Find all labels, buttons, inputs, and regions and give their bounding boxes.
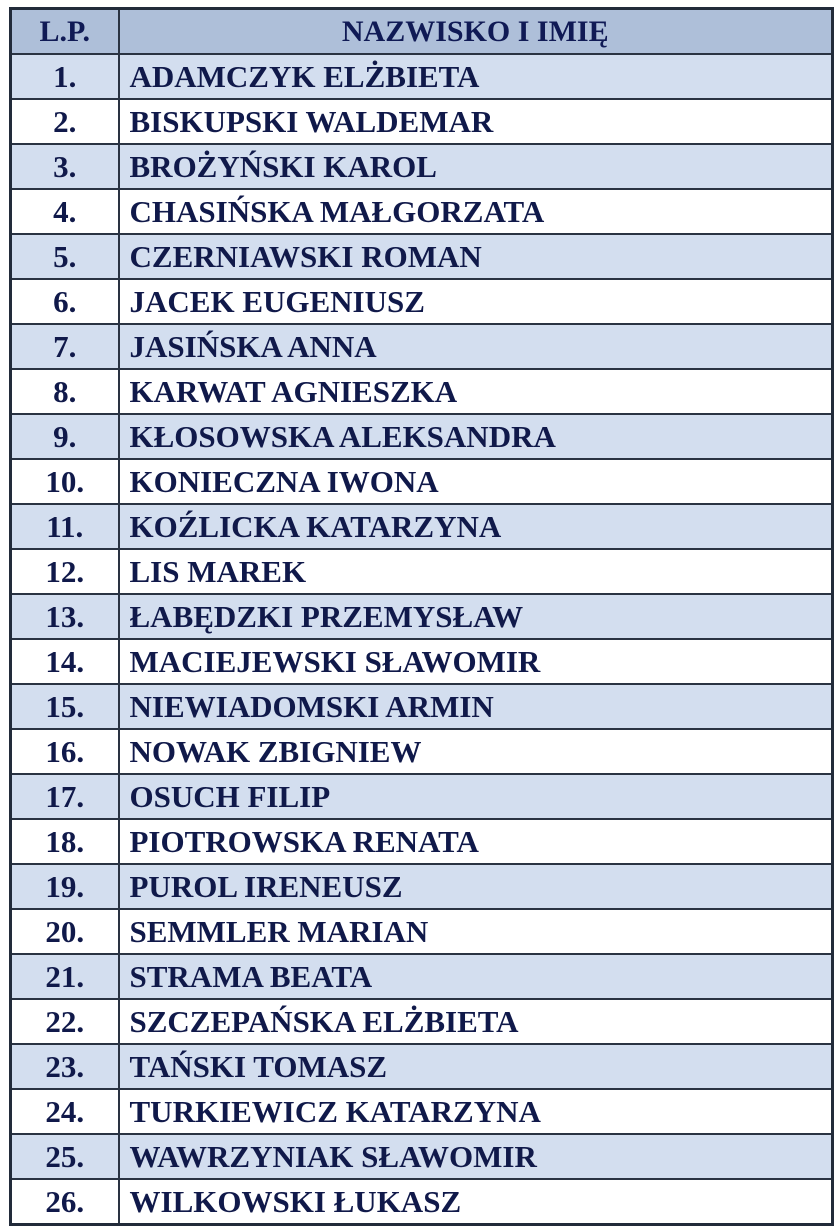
row-number: 17. <box>11 774 119 819</box>
table-row <box>11 1089 833 1134</box>
row-name: STRAMA BEATA <box>119 954 833 999</box>
row-name: PIOTROWSKA RENATA <box>119 819 833 864</box>
row-number: 10. <box>11 459 119 504</box>
row-name: WAWRZYNIAK SŁAWOMIR <box>119 1134 833 1179</box>
row-number: 13. <box>11 594 119 639</box>
row-name: OSUCH FILIP <box>119 774 833 819</box>
table-row <box>11 414 833 459</box>
row-name: CHASIŃSKA MAŁGORZATA <box>119 189 833 234</box>
header-name: NAZWISKO I IMIĘ <box>119 9 833 55</box>
names-table <box>9 7 834 1226</box>
row-name: KONIECZNA IWONA <box>119 459 833 504</box>
row-number: 20. <box>11 909 119 954</box>
table-row <box>11 1044 833 1089</box>
table-row <box>11 234 833 279</box>
row-number: 12. <box>11 549 119 594</box>
row-name: KŁOSOWSKA ALEKSANDRA <box>119 414 833 459</box>
row-name: JACEK EUGENIUSZ <box>119 279 833 324</box>
row-number: 9. <box>11 414 119 459</box>
table-row <box>11 279 833 324</box>
row-name: TAŃSKI TOMASZ <box>119 1044 833 1089</box>
row-name: WILKOWSKI ŁUKASZ <box>119 1179 833 1225</box>
row-number: 25. <box>11 1134 119 1179</box>
row-number: 5. <box>11 234 119 279</box>
table-row <box>11 864 833 909</box>
row-number: 7. <box>11 324 119 369</box>
table-row <box>11 729 833 774</box>
table-row <box>11 819 833 864</box>
row-name: LIS MAREK <box>119 549 833 594</box>
row-name: NIEWIADOMSKI ARMIN <box>119 684 833 729</box>
header-lp: L.P. <box>11 9 119 55</box>
row-number: 26. <box>11 1179 119 1225</box>
table-header <box>11 9 833 55</box>
row-number: 6. <box>11 279 119 324</box>
row-number: 19. <box>11 864 119 909</box>
table-row <box>11 639 833 684</box>
row-number: 1. <box>11 54 119 99</box>
row-name: NOWAK ZBIGNIEW <box>119 729 833 774</box>
row-name: PUROL IRENEUSZ <box>119 864 833 909</box>
table-row <box>11 549 833 594</box>
row-number: 16. <box>11 729 119 774</box>
table-row <box>11 504 833 549</box>
row-name: KOŹLICKA KATARZYNA <box>119 504 833 549</box>
table-body <box>11 54 833 1225</box>
table-row <box>11 594 833 639</box>
row-name: ADAMCZYK ELŻBIETA <box>119 54 833 99</box>
table-row <box>11 369 833 414</box>
row-number: 3. <box>11 144 119 189</box>
row-number: 2. <box>11 99 119 144</box>
header-row <box>11 9 833 55</box>
table-row <box>11 954 833 999</box>
row-name: CZERNIAWSKI ROMAN <box>119 234 833 279</box>
row-name: SEMMLER MARIAN <box>119 909 833 954</box>
document-sheet <box>9 7 831 1219</box>
table-row <box>11 459 833 504</box>
row-name: SZCZEPAŃSKA ELŻBIETA <box>119 999 833 1044</box>
table-row <box>11 909 833 954</box>
row-number: 24. <box>11 1089 119 1134</box>
table-row <box>11 189 833 234</box>
row-number: 23. <box>11 1044 119 1089</box>
table-row <box>11 999 833 1044</box>
row-name: ŁABĘDZKI PRZEMYSŁAW <box>119 594 833 639</box>
table-row <box>11 54 833 99</box>
row-number: 21. <box>11 954 119 999</box>
table-row <box>11 1134 833 1179</box>
row-number: 8. <box>11 369 119 414</box>
row-number: 14. <box>11 639 119 684</box>
row-number: 4. <box>11 189 119 234</box>
row-name: TURKIEWICZ KATARZYNA <box>119 1089 833 1134</box>
table-row <box>11 1179 833 1225</box>
table-row <box>11 324 833 369</box>
row-number: 22. <box>11 999 119 1044</box>
row-number: 18. <box>11 819 119 864</box>
row-name: KARWAT AGNIESZKA <box>119 369 833 414</box>
table-row <box>11 99 833 144</box>
table-row <box>11 144 833 189</box>
row-name: MACIEJEWSKI SŁAWOMIR <box>119 639 833 684</box>
row-name: BROŻYŃSKI KAROL <box>119 144 833 189</box>
row-number: 15. <box>11 684 119 729</box>
row-name: BISKUPSKI WALDEMAR <box>119 99 833 144</box>
row-name: JASIŃSKA ANNA <box>119 324 833 369</box>
table-row <box>11 774 833 819</box>
row-number: 11. <box>11 504 119 549</box>
table-row <box>11 684 833 729</box>
